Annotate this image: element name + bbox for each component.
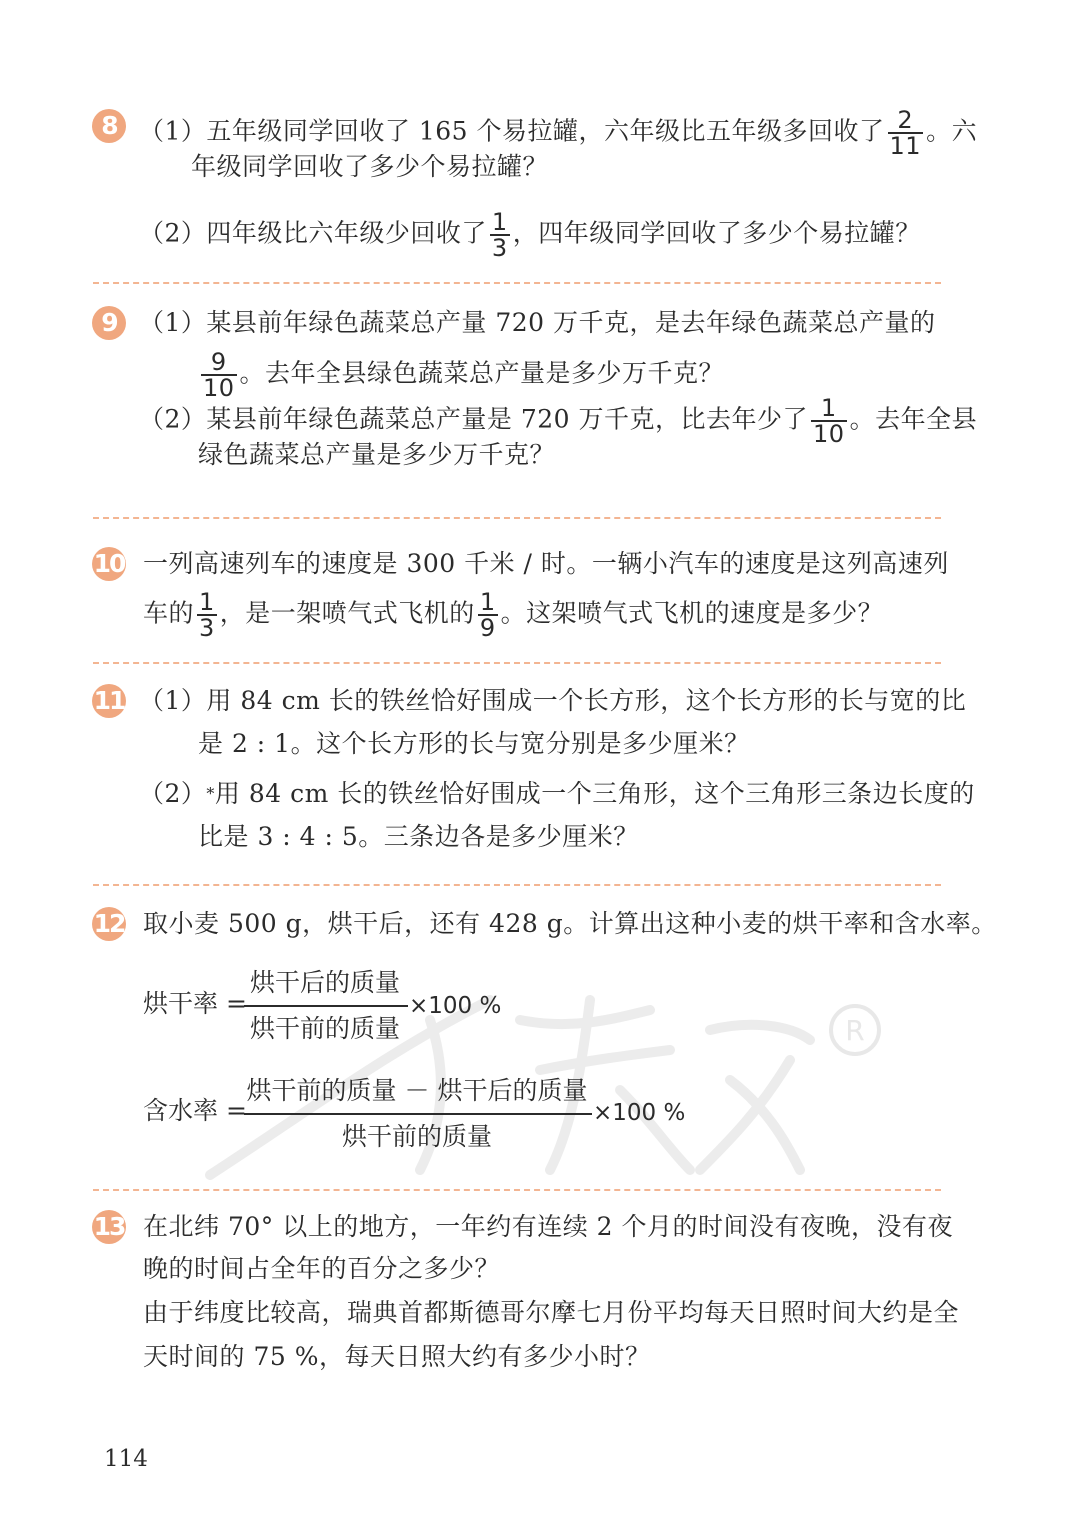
page-number: 114: [104, 1446, 148, 1472]
svg-text:R: R: [845, 1014, 865, 1047]
formula-multiplier: ×100 %: [593, 1100, 686, 1126]
fraction-bar: [244, 1005, 408, 1007]
part-label: （2）: [139, 779, 207, 808]
fraction: $\frac{1}{10}$: [813, 394, 845, 448]
question-11-part-1: [139, 684, 966, 718]
formula-denominator: 烘干前的质量: [341, 1122, 492, 1151]
question-text: 用 84 cm 长的铁丝恰好围成一个三角形，这个三角形三条边长度的: [214, 779, 975, 808]
question-10-line-2: [143, 590, 883, 640]
part-label: （2）: [139, 404, 207, 434]
question-text: 某县前年绿色蔬菜总产量 720 万千克，是去年绿色蔬菜总产量的: [206, 308, 936, 337]
question-number-badge: 10: [92, 547, 126, 581]
question-text: 晚的时间占全年的百分之多少？: [143, 1254, 501, 1283]
dashed-separator: [93, 1189, 941, 1191]
question-text: 。这架喷气式飞机的速度是多少？: [500, 598, 884, 628]
question-text: 由于纬度比较高，瑞典首都斯德哥尔摩七月份平均每天日照时间大约是全: [143, 1298, 960, 1327]
question-text: 一列高速列车的速度是 300 千米 / 时。一辆小汽车的速度是这列高速列: [143, 549, 949, 578]
question-text: 用 84 cm 长的铁丝恰好围成一个长方形，这个长方形的长与宽的比: [206, 686, 967, 715]
question-text: 四年级比六年级少回收了: [206, 218, 487, 248]
optional-star: *: [206, 784, 215, 803]
dashed-separator: [93, 282, 941, 284]
fraction: $\frac{1}{9}$: [479, 588, 496, 642]
part-label: （1）: [139, 686, 207, 715]
question-text: 绿色蔬菜总产量是多少万千克？: [198, 440, 556, 469]
fraction-bar: [244, 1113, 592, 1115]
question-9-part-1-cont: [198, 350, 724, 400]
question-text: 某县前年绿色蔬菜总产量是 720 万千克，比去年少了: [206, 404, 809, 434]
fraction: $\frac{1}{3}$: [491, 208, 508, 262]
part-label: （2）: [139, 218, 207, 248]
question-text: 。去年全县绿色蔬菜总产量是多少万千克？: [239, 358, 725, 388]
question-text: 。去年全县: [849, 404, 978, 434]
dashed-separator: [93, 517, 941, 519]
formula-label: 烘干率 =: [143, 989, 247, 1018]
question-number-badge: 8: [92, 109, 126, 143]
question-number-badge: 11: [92, 684, 126, 718]
formula-label: 含水率 =: [143, 1096, 247, 1125]
part-label: （1）: [139, 308, 207, 337]
question-text: ，是一架喷气式飞机的: [219, 598, 475, 628]
fraction: $\frac{9}{10}$: [203, 348, 235, 402]
question-number-badge: 13: [92, 1210, 126, 1244]
dashed-separator: [93, 884, 941, 886]
question-text: 车的: [143, 598, 195, 628]
formula-numerator: 烘干后的质量: [249, 968, 400, 997]
question-text: 取小麦 500 g，烘干后，还有 428 g。计算出这种小麦的烘干率和含水率。: [143, 909, 997, 938]
dashed-separator: [93, 662, 941, 664]
part-label: （1）: [139, 116, 207, 146]
question-text: 在北纬 70° 以上的地方，一年约有连续 2 个月的时间没有夜晚，没有夜: [143, 1212, 954, 1241]
formula-multiplier: ×100 %: [409, 993, 502, 1019]
question-number-badge: 12: [92, 907, 126, 941]
question-text: 。六: [926, 116, 978, 146]
fraction: $\frac{2}{11}$: [889, 106, 922, 160]
question-text: 年级同学回收了多少个易拉罐？: [191, 152, 549, 181]
question-8-part-2: [139, 210, 921, 260]
question-text: 天时间的 75 %，每天日照大约有多少小时？: [143, 1342, 651, 1371]
question-text: 比是 3 : 4 : 5。三条边各是多少厘米？: [198, 822, 639, 851]
fraction: $\frac{1}{3}$: [199, 588, 215, 642]
formula-numerator: 烘干前的质量 － 烘干后的质量: [246, 1076, 588, 1105]
question-9-part-1: [139, 306, 936, 340]
question-text: ，四年级同学回收了多少个易拉罐？: [512, 218, 921, 248]
formula-denominator: 烘干前的质量: [249, 1014, 400, 1043]
question-text: 是 2 : 1。这个长方形的长与宽分别是多少厘米？: [198, 729, 750, 758]
question-number-badge: 9: [92, 306, 126, 340]
question-text: 五年级同学回收了 165 个易拉罐，六年级比五年级多回收了: [206, 116, 885, 146]
question-11-part-2: [139, 777, 975, 811]
